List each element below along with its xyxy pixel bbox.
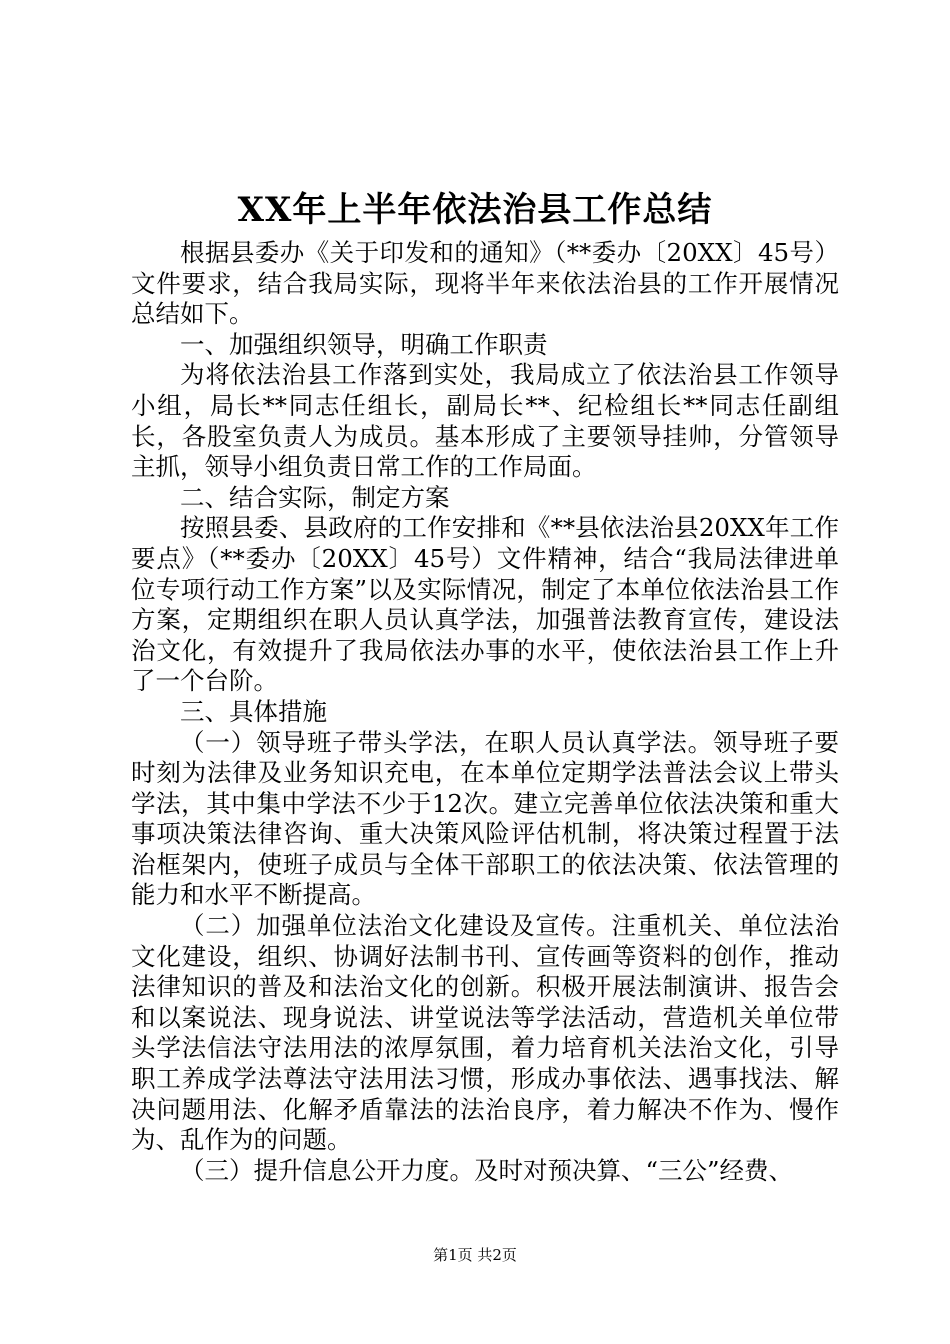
section-heading-3: 三、具体措施 bbox=[180, 696, 327, 726]
measure-3-paragraph: （三）提升信息公开力度。及时对预决算、“三公”经费、 bbox=[180, 1155, 794, 1185]
section-heading-2: 二、结合实际，制定方案 bbox=[180, 482, 450, 512]
section-1-paragraph: 为将依法治县工作落到实处，我局成立了依法治县工作领导小组，局长**同志任组长，副局长**、纪检组长**同志任副组长，各股室负责人为成员。基本形成了主要领导挂帅，分管领导主抓，领导小组负责日常工作的工作局面。 bbox=[131, 360, 839, 482]
page-footer: 第1页 共2页 bbox=[433, 1246, 517, 1264]
measure-2-paragraph: （二）加强单位法治文化建设及宣传。注重机关、单位法治文化建设，组织、协调好法制书刊、宣传画等资料的创作，推动法律知识的普及和法治文化的创新。积极开展法制演讲、报告会和以案说法、现身说法、讲堂说法等学法活动，营造机关单位带头学法信法守法用法的浓厚氛围，着力培育机关法治文化，引导职工养成学法尊法守法用法习惯，形成办事依法、遇事找法、解决问题用法、化解矛盾靠法的法治良序，着力解决不作为、慢作为、乱作为的问题。 bbox=[131, 911, 839, 1155]
section-heading-1: 一、加强组织领导，明确工作职责 bbox=[180, 329, 548, 359]
measure-1-paragraph: （一）领导班子带头学法，在职人员认真学法。领导班子要时刻为法律及业务知识充电，在本单位定期学法普法会议上带头学法，其中集中学法不少于12次。建立完善单位依法决策和重大事项决策法律咨询、重大决策风险评估机制，将决策过程置于法治框架内，使班子成员与全体干部职工的依法决策、依法管理的能力和水平不断提高。 bbox=[131, 727, 839, 910]
section-2-paragraph: 按照县委、县政府的工作安排和《**县依法治县20XX年工作要点》（**委办〔20XX〕45号）文件精神，结合“我局法律进单位专项行动工作方案”以及实际情况，制定了本单位依法治县工作方案，定期组织在职人员认真学法，加强普法教育宣传，建设法治文化，有效提升了我局依法办事的水平，使依法治县工作上升了一个台阶。 bbox=[131, 513, 839, 696]
intro-paragraph: 根据县委办《关于印发和的通知》（**委办〔20XX〕45号）文件要求，结合我局实际，现将半年来依法治县的工作开展情况总结如下。 bbox=[131, 238, 839, 329]
document-title: XX年上半年依法治县工作总结 bbox=[237, 190, 713, 230]
document-body bbox=[131, 238, 839, 1186]
